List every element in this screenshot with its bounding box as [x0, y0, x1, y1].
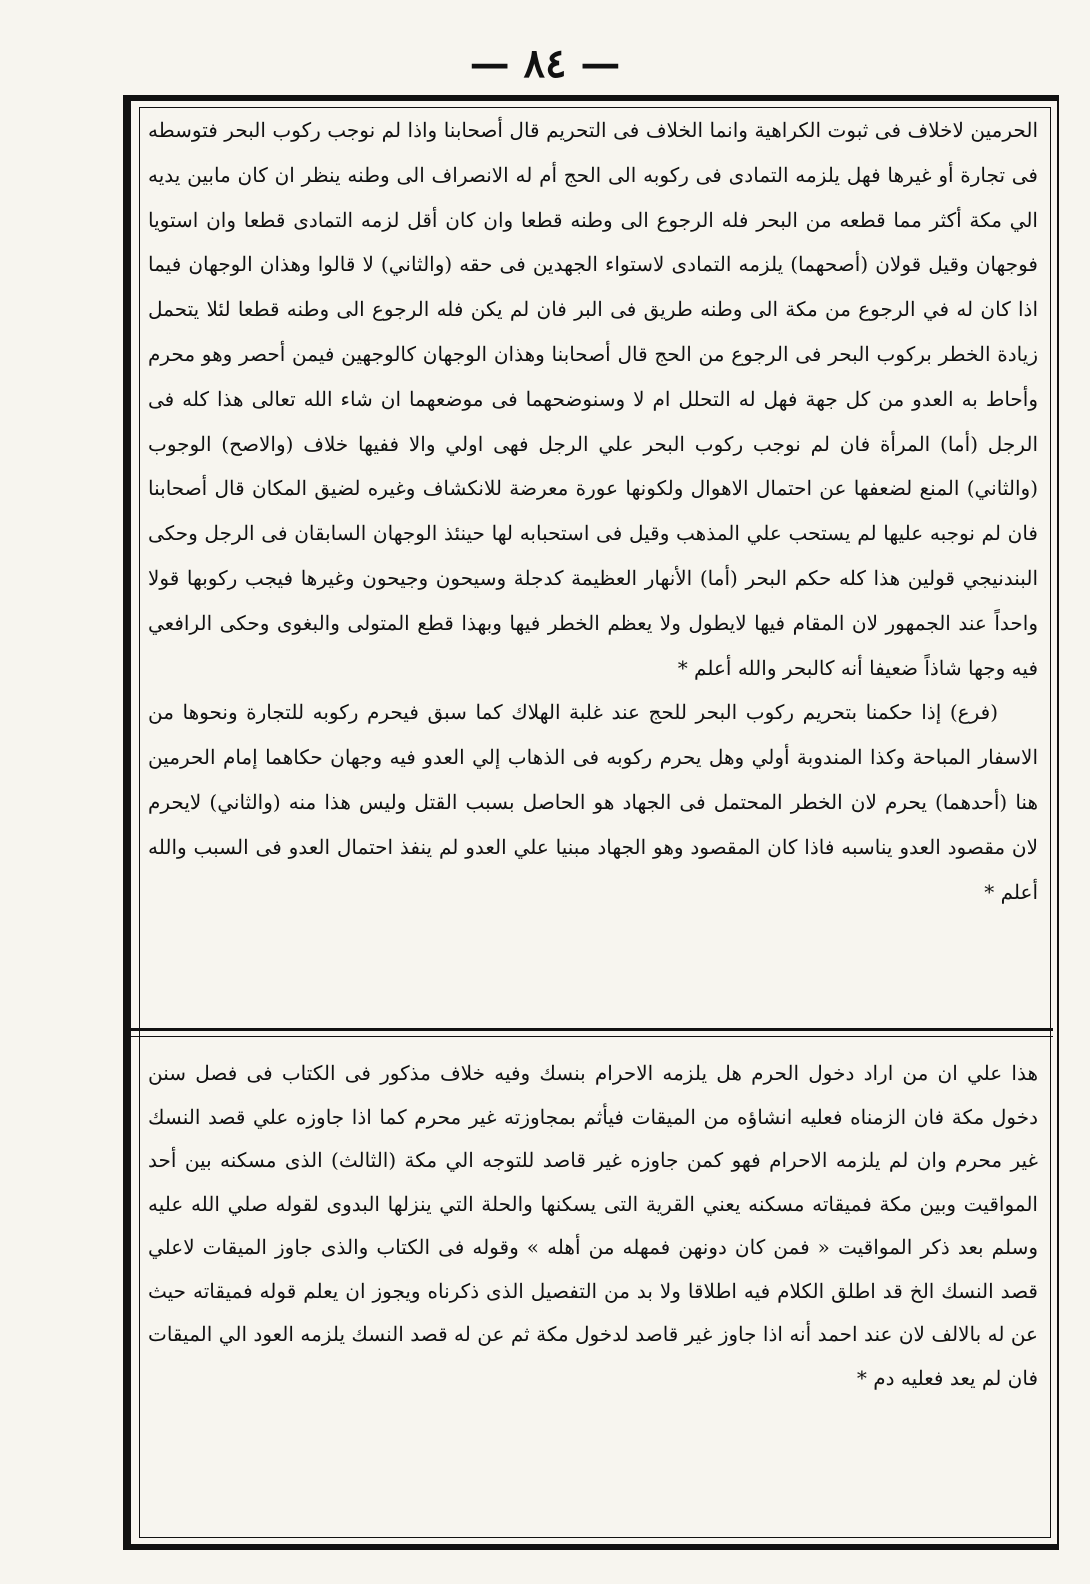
- main-paragraph-2: (فرع) إذا حكمنا بتحريم ركوب البحر للحج عند غلبة الهلاك كما سبق فيحرم ركوبه للتجارة ونحوها من الاسفار المباحة وكذا المندوبة أولي وهل يحرم ركوبه فى الذهاب إلي العدو فيه وجهان حكاهما إمام الحرمين هنا (أحدهما) يحرم لان الخطر المحتمل فى الجهاد هو الحاصل بسبب القتل وليس هذا منه (والثاني) لايحرم لان مقصود العدو يناسبه فاذا كان المقصود وهو الجهاد مبنيا علي العدو لم ينفذ احتمال العدو فى السبب والله أعلم *: [148, 700, 1038, 904]
- page-number: — ٨٤ —: [469, 40, 621, 87]
- main-paragraph-1: الحرمين لاخلاف فى ثبوت الكراهية وانما الخلاف فى التحريم قال أصحابنا واذا لم نوجب ركوب البحر فتوسطه فى تجارة أو غيرها فهل يلزمه التمادى فى ركوبه الى الحج أم له الانصراف الى وطنه ينظر ان كان مابين يديه الي مكة أكثر مما قطعه من البحر فله الرجوع الى وطنه قطعا وان كان أقل لزمه التمادى قطعا وان استويا فوجهان وقيل قولان (أصحهما) يلزمه التمادى لاستواء الجهدين فى حقه (والثاني) لا قالوا وهذان الوجهان فيما اذا كان له في الرجوع من مكة الى وطنه طريق فى البر فان لم يكن فله الرجوع الى وطنه قطعا لئلا يتحمل زيادة الخطر بركوب البحر فى الرجوع من الحج قال أصحابنا وهذان الوجهان كالوجهين فيمن أحصر وهو محرم وأحاط به العدو من كل جهة فهل له التحلل ام لا وسنوضحهما فى موضعهما ان شاء الله تعالى هذا كله فى الرجل (أما) المرأة فان لم نوجب ركوب البحر علي الرجل فهى اولي والا ففيها خلاف (والاصح) الوجوب (والثاني) المنع لضعفها عن احتمال الاهوال ولكونها عورة معرضة للانكشاف وغيره لضيق المكان قال أصحابنا فان لم نوجبه عليها لم يستحب علي المذهب وقيل فى استحبابه لها حينئذ الوجهان السابقان فى الرجل وحكى البندنيجي قولين هذا كله حكم البحر (أما) الأنهار العظيمة كدجلة وسيحون وجيحون وغيرها فيجب ركوبها قولا واحداً عند الجمهور لان المقام فيها لايطول ولا يعظم الخطر فيها وبهذا قطع المتولى والبغوى وحكى الرافعي فيه وجها شاذاً ضعيفا أنه كالبحر والله أعلم *: [148, 118, 1038, 680]
- divider-thin: [131, 1036, 1053, 1037]
- footnotes-text: [148, 1052, 1038, 1448]
- divider-thick: [131, 1028, 1053, 1031]
- main-text: [148, 108, 1038, 1020]
- footnotes-paragraph: هذا علي ان من اراد دخول الحرم هل يلزمه الاحرام بنسك وفيه خلاف مذكور فى الكتاب فى فصل سنن دخول مكة فان الزمناه فعليه انشاؤه من الميقات فيأثم بمجاوزته غير محرم كما اذا جاوزه علي قصد النسك غير محرم وان لم يلزمه الاحرام فهو كمن جاوزه غير قاصد للتوجه الي مكة (الثالث) الذى مسكنه بين أحد المواقيت وبين مكة فميقاته مسكنه يعني القرية التى يسكنها والحلة التي ينزلها البدوى لقوله صلي الله عليه وسلم بعد ذكر المواقيت « فمن كان دونهن فمهله من أهله » وقوله فى الكتاب والذى جاوز الميقات لاعلي قصد النسك الخ قد اطلق الكلام فيه اطلاقا ولا بد من التفصيل الذى ذكرناه ويجوز ان يعلم قوله فميقاته حيث عن له بالالف لان عند احمد أنه اذا جاوز غير قاصد لدخول مكة ثم عن له قصد النسك يلزمه العود الي الميقات فان لم يعد فعليه دم *: [148, 1061, 1038, 1390]
